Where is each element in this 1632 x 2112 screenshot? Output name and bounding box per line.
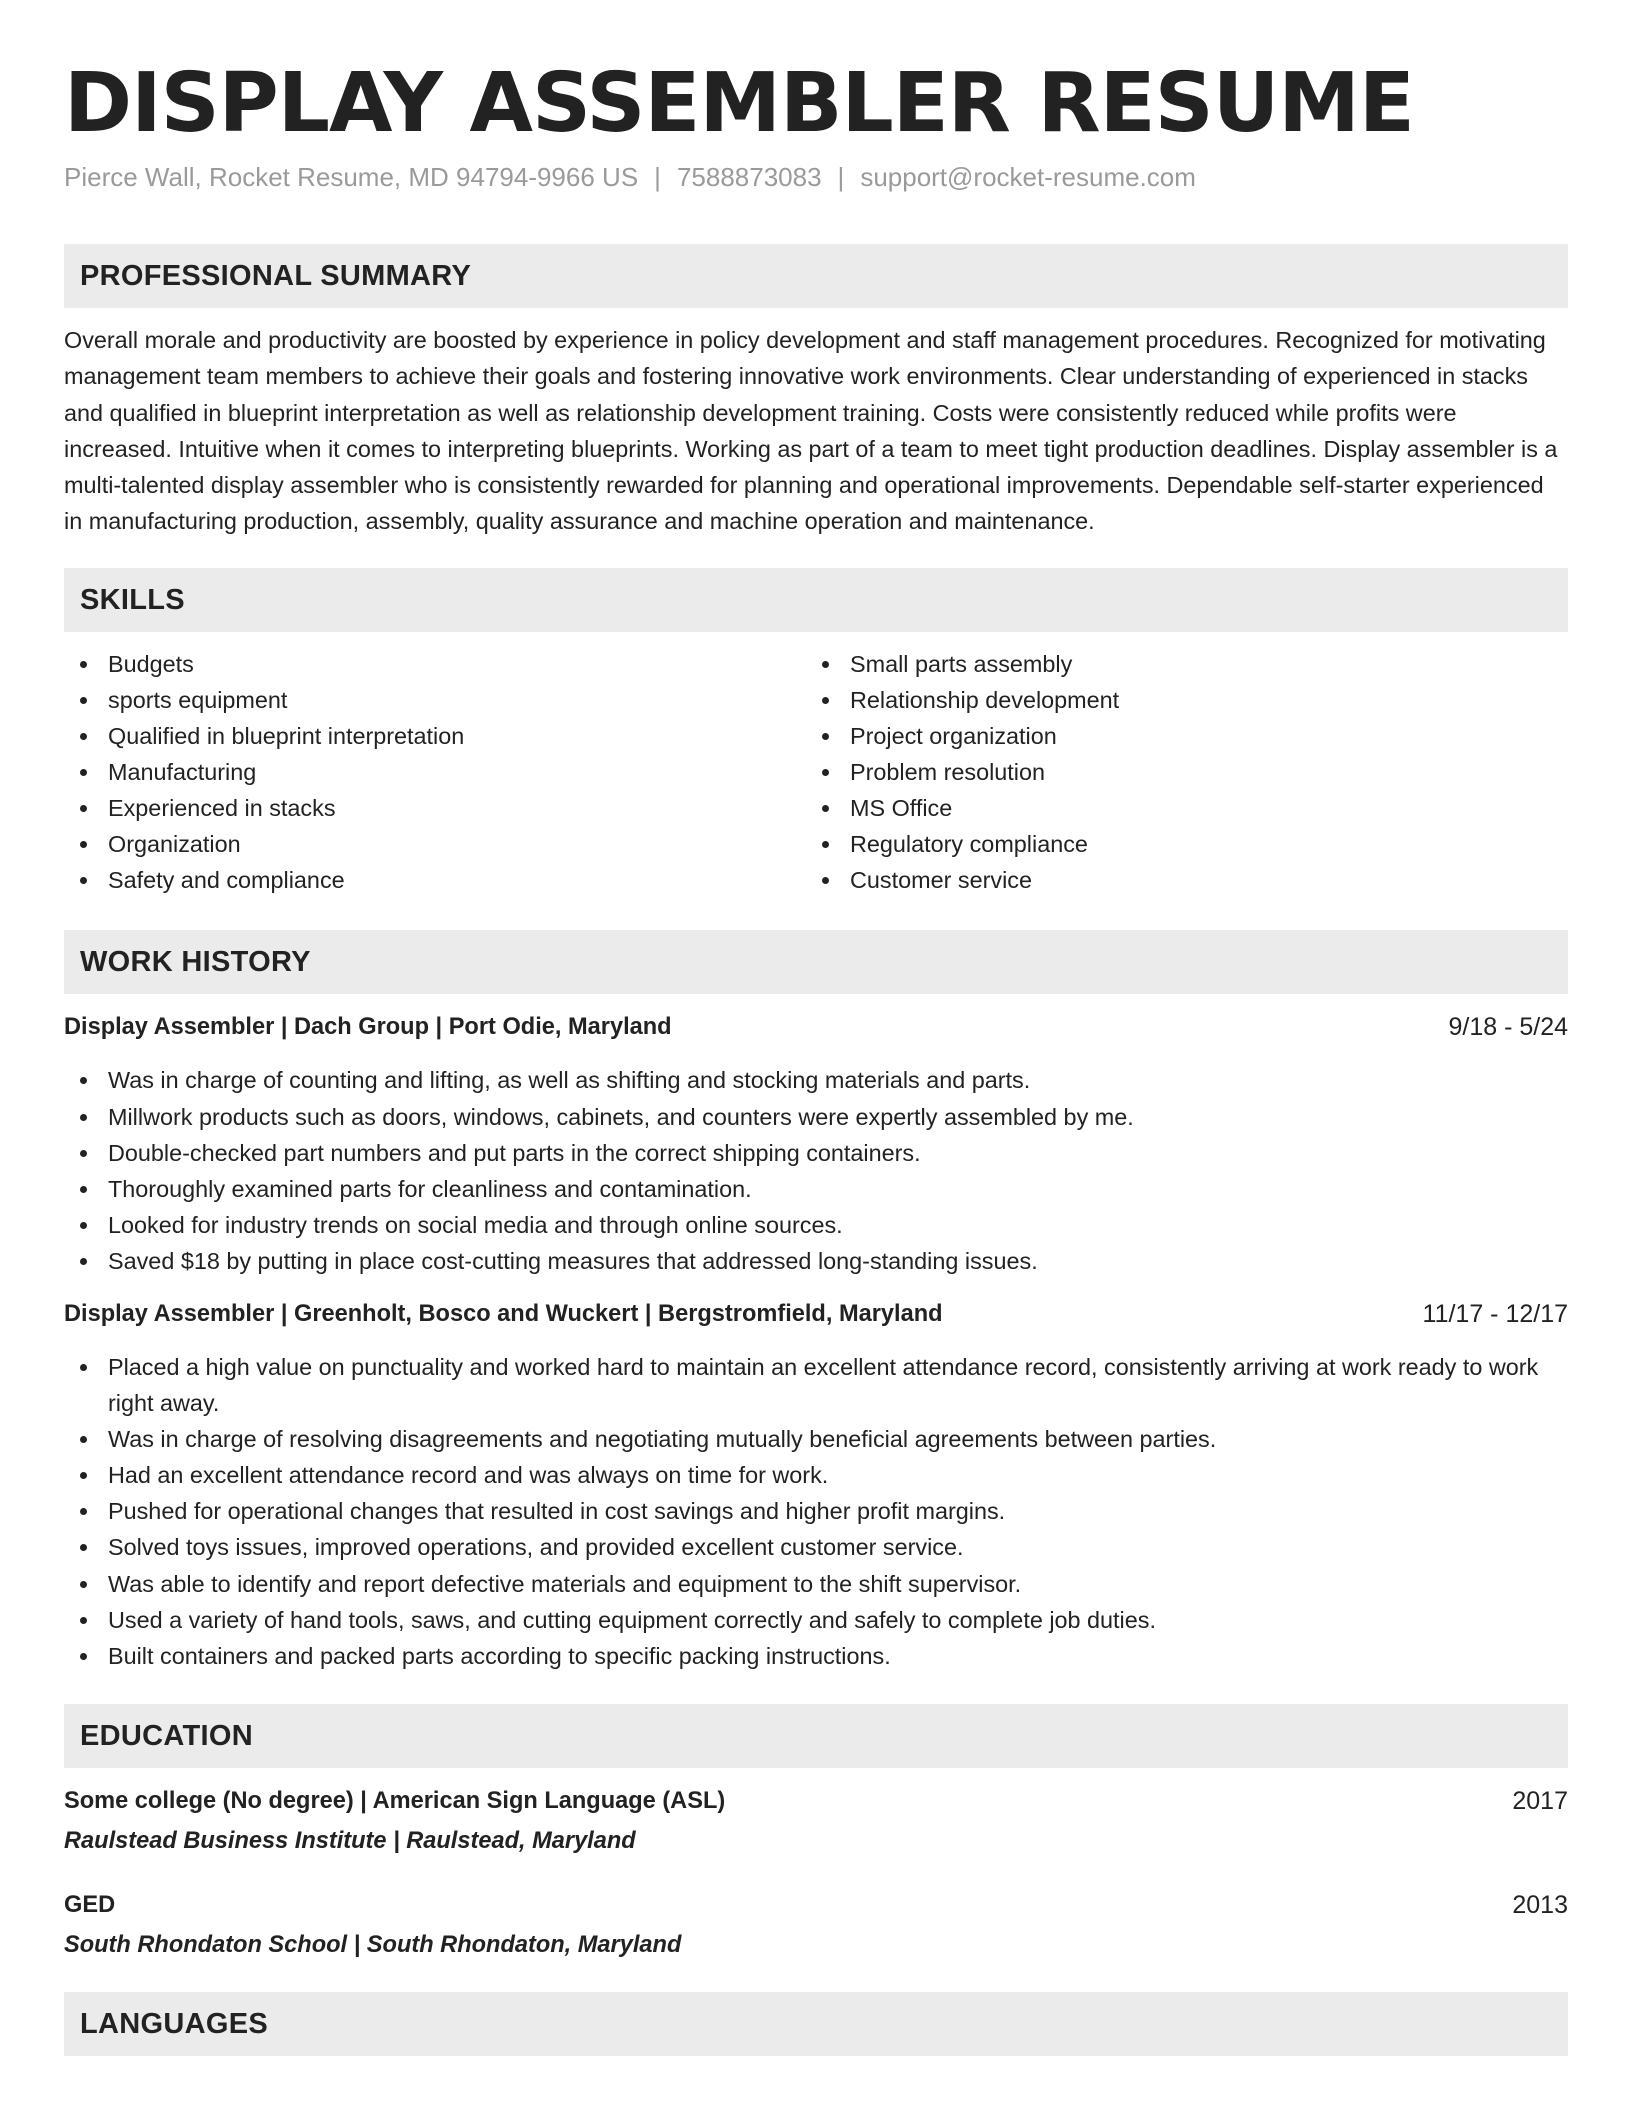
- skill-item: Organization: [64, 826, 806, 862]
- education-school: South Rhondaton School | South Rhondaton, Maryland: [64, 1931, 682, 1958]
- contact-line: [64, 160, 1568, 194]
- job-bullet: Used a variety of hand tools, saws, and cutting equipment correctly and safely to complete job duties.: [64, 1602, 1568, 1638]
- skill-item: Budgets: [64, 646, 806, 682]
- section-heading-summary: PROFESSIONAL SUMMARY: [64, 244, 1568, 308]
- skill-item: Qualified in blueprint interpretation: [64, 718, 806, 754]
- job-bullet-list: [64, 1062, 1568, 1279]
- contact-separator: |: [654, 162, 661, 192]
- skill-item: MS Office: [806, 790, 1548, 826]
- education-header: [64, 1888, 1568, 1922]
- job-title: Display Assembler | Dach Group | Port Odie, Maryland: [64, 1014, 672, 1041]
- resume-page: [64, 0, 1568, 2056]
- skills-column-left: [64, 646, 806, 899]
- skills-list: [64, 646, 1568, 899]
- skill-item: Customer service: [806, 862, 1548, 898]
- contact-email: support@rocket-resume.com: [860, 162, 1196, 192]
- skill-item: Manufacturing: [64, 754, 806, 790]
- job-dates: 9/18 - 5/24: [1448, 1013, 1568, 1042]
- skill-item: Safety and compliance: [64, 862, 806, 898]
- job-bullet: Placed a high value on punctuality and worked hard to maintain an excellent attendance record, consistently arriving at work ready to work right away.: [64, 1349, 1568, 1421]
- section-heading-work-history: WORK HISTORY: [64, 930, 1568, 994]
- job-bullet: Pushed for operational changes that resulted in cost savings and higher profit margins.: [64, 1493, 1568, 1529]
- contact-address: Pierce Wall, Rocket Resume, MD 94794-9966 US: [64, 162, 639, 192]
- job-bullet: Was in charge of counting and lifting, as well as shifting and stocking materials and parts.: [64, 1062, 1568, 1098]
- job-bullet: Saved $18 by putting in place cost-cutting measures that addressed long-standing issues.: [64, 1243, 1568, 1279]
- education-degree: GED: [64, 1891, 116, 1918]
- skill-item: Problem resolution: [806, 754, 1548, 790]
- job-dates: 11/17 - 12/17: [1422, 1300, 1568, 1328]
- job-header: [64, 1010, 1568, 1044]
- contact-separator: |: [837, 162, 845, 192]
- job-title: Display Assembler | Greenholt, Bosco and Wuckert | Bergstromfield, Maryland: [64, 1301, 943, 1327]
- education-degree: Some college (No degree) | American Sign Language (ASL): [64, 1787, 726, 1814]
- job-bullet: Looked for industry trends on social media and through online sources.: [64, 1207, 1568, 1243]
- job-bullet: Solved toys issues, improved operations, and provided excellent customer service.: [64, 1529, 1568, 1565]
- education-school: Raulstead Business Institute | Raulstead, Maryland: [64, 1827, 636, 1854]
- job-bullet: Millwork products such as doors, windows, cabinets, and counters were expertly assembled by me.: [64, 1099, 1568, 1135]
- job-bullet-list: [64, 1349, 1568, 1674]
- job-bullet: Double-checked part numbers and put parts in the correct shipping containers.: [64, 1135, 1568, 1171]
- section-heading-languages: LANGUAGES: [64, 1992, 1568, 2056]
- job-header: [64, 1297, 1568, 1331]
- job-bullet: Was able to identify and report defective materials and equipment to the shift supervisor.: [64, 1566, 1568, 1602]
- skill-item: Experienced in stacks: [64, 790, 806, 826]
- skill-item: Regulatory compliance: [806, 826, 1548, 862]
- section-heading-education: EDUCATION: [64, 1704, 1568, 1768]
- section-heading-skills: SKILLS: [64, 568, 1568, 632]
- resume-title: DISPLAY ASSEMBLER RESUME: [64, 56, 1414, 151]
- job-bullet: Built containers and packed parts according to specific packing instructions.: [64, 1638, 1568, 1674]
- job-bullet: Thoroughly examined parts for cleanliness and contamination.: [64, 1171, 1568, 1207]
- skill-item: Relationship development: [806, 682, 1548, 718]
- education-header: [64, 1784, 1568, 1818]
- skills-column-right: [806, 646, 1548, 899]
- contact-phone: 7588873083: [676, 162, 822, 192]
- job-bullet: Was in charge of resolving disagreements and negotiating mutually beneficial agreements between parties.: [64, 1421, 1568, 1457]
- summary-text: Overall morale and productivity are boosted by experience in policy development and staff management procedures. Recognized for motivating management team members to achieve their goals and fostering innovative work environments. Clear understanding of experienced in stacks and qualified in blueprint interpretation as well as relationship development training. Costs were consistently reduced while profits were increased. Intuitive when it comes to interpreting blueprints. Working as part of a team to meet tight production deadlines. Display assembler is a multi-talented display assembler who is consistently rewarded for planning and operational improvements. Dependable self-starter experienced in manufacturing production, assembly, quality assurance and machine operation and maintenance.: [64, 327, 1558, 535]
- job-bullet: Had an excellent attendance record and was always on time for work.: [64, 1457, 1568, 1493]
- skill-item: Small parts assembly: [806, 646, 1548, 682]
- education-year: 2013: [1512, 1890, 1568, 1919]
- education-year: 2017: [1512, 1786, 1568, 1815]
- skill-item: Project organization: [806, 718, 1548, 754]
- skill-item: sports equipment: [64, 682, 806, 718]
